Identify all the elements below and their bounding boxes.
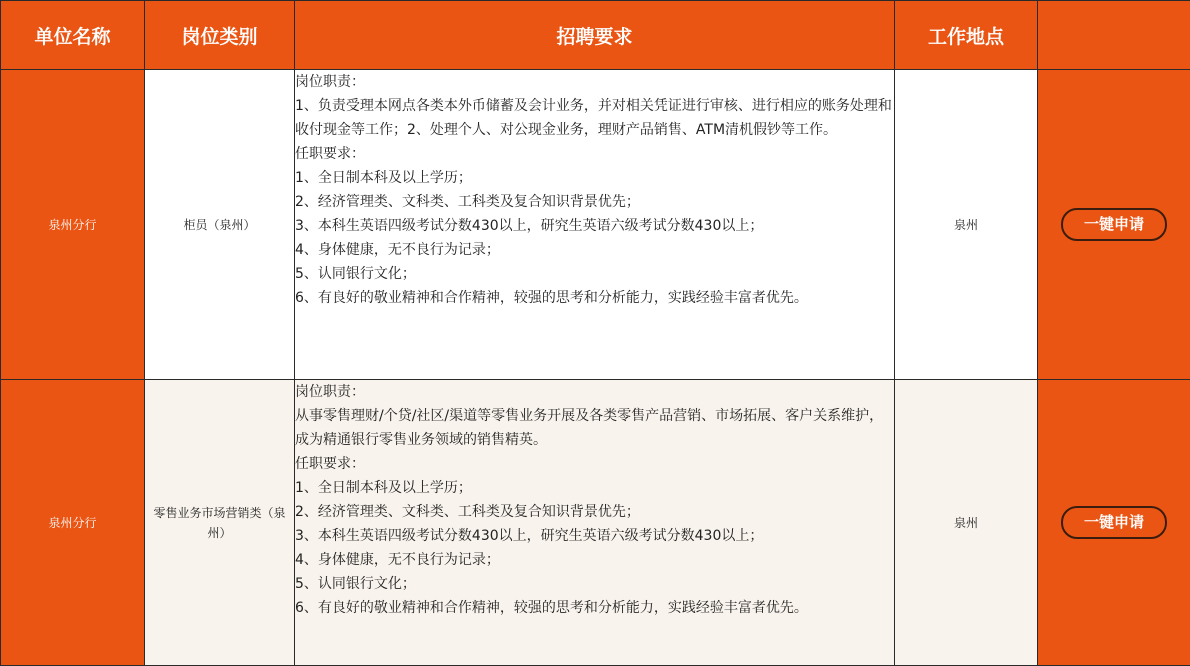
work-location-cell: 泉州 — [895, 380, 1038, 666]
apply-button[interactable]: 一键申请 — [1061, 208, 1167, 241]
header-work-location: 工作地点 — [895, 1, 1038, 70]
position-category-cell — [145, 70, 295, 380]
requirement-line: 任职要求： — [295, 146, 365, 162]
action-cell — [1038, 380, 1190, 666]
requirement-line: 2、经济管理类、文科类、工科类及复合知识背景优先； — [295, 194, 640, 210]
requirement-line: 3、本科生英语四级考试分数430以上，研究生英语六级考试分数430以上； — [295, 218, 764, 234]
position-category-text: 零售业务市场营销类（泉州） — [153, 505, 286, 540]
requirement-line: 任职要求： — [295, 456, 365, 472]
requirement-line: 2、经济管理类、文科类、工科类及复合知识背景优先； — [295, 504, 640, 520]
header-action — [1038, 1, 1190, 70]
position-category-cell — [145, 380, 295, 666]
requirement-line: 6、有良好的敬业精神和合作精神，较强的思考和分析能力，实践经验丰富者优先。 — [295, 600, 808, 616]
requirements-cell — [295, 380, 895, 666]
table-header-row — [1, 1, 1190, 70]
requirement-line: 岗位职责： — [295, 74, 365, 90]
requirement-line: 3、本科生英语四级考试分数430以上，研究生英语六级考试分数430以上； — [295, 528, 764, 544]
table-row — [1, 380, 1190, 666]
requirement-line: 4、身体健康，无不良行为记录； — [295, 552, 500, 568]
requirement-line: 1、负责受理本网点各类本外币储蓄及会计业务，并对相关凭证进行审核、进行相应的账务处理和收付现金等工作；2、处理个人、对公现金业务，理财产品销售、ATM清机假钞等工作。 — [295, 98, 892, 138]
requirements-cell — [295, 70, 895, 380]
work-location-cell: 泉州 — [895, 70, 1038, 380]
requirement-line: 岗位职责： — [295, 384, 365, 400]
unit-name-cell: 泉州分行 — [1, 70, 145, 380]
apply-button[interactable]: 一键申请 — [1061, 506, 1167, 539]
requirement-line: 6、有良好的敬业精神和合作精神，较强的思考和分析能力，实践经验丰富者优先。 — [295, 290, 808, 306]
requirement-line: 1、全日制本科及以上学历； — [295, 480, 472, 496]
requirement-line: 从事零售理财/个贷/社区/渠道等零售业务开展及各类零售产品营销、市场拓展、客户关系维护，成为精通银行零售业务领域的销售精英。 — [295, 408, 884, 448]
table-row — [1, 70, 1190, 380]
requirement-line: 5、认同银行文化； — [295, 576, 416, 592]
position-category-text: 柜员（泉州） — [183, 217, 256, 232]
requirement-line: 1、全日制本科及以上学历； — [295, 170, 472, 186]
requirement-line: 4、身体健康，无不良行为记录； — [295, 242, 500, 258]
header-position-category: 岗位类别 — [145, 1, 295, 70]
action-cell — [1038, 70, 1190, 380]
requirement-line: 5、认同银行文化； — [295, 266, 416, 282]
header-requirements: 招聘要求 — [295, 1, 895, 70]
header-unit-name: 单位名称 — [1, 1, 145, 70]
unit-name-cell: 泉州分行 — [1, 380, 145, 666]
